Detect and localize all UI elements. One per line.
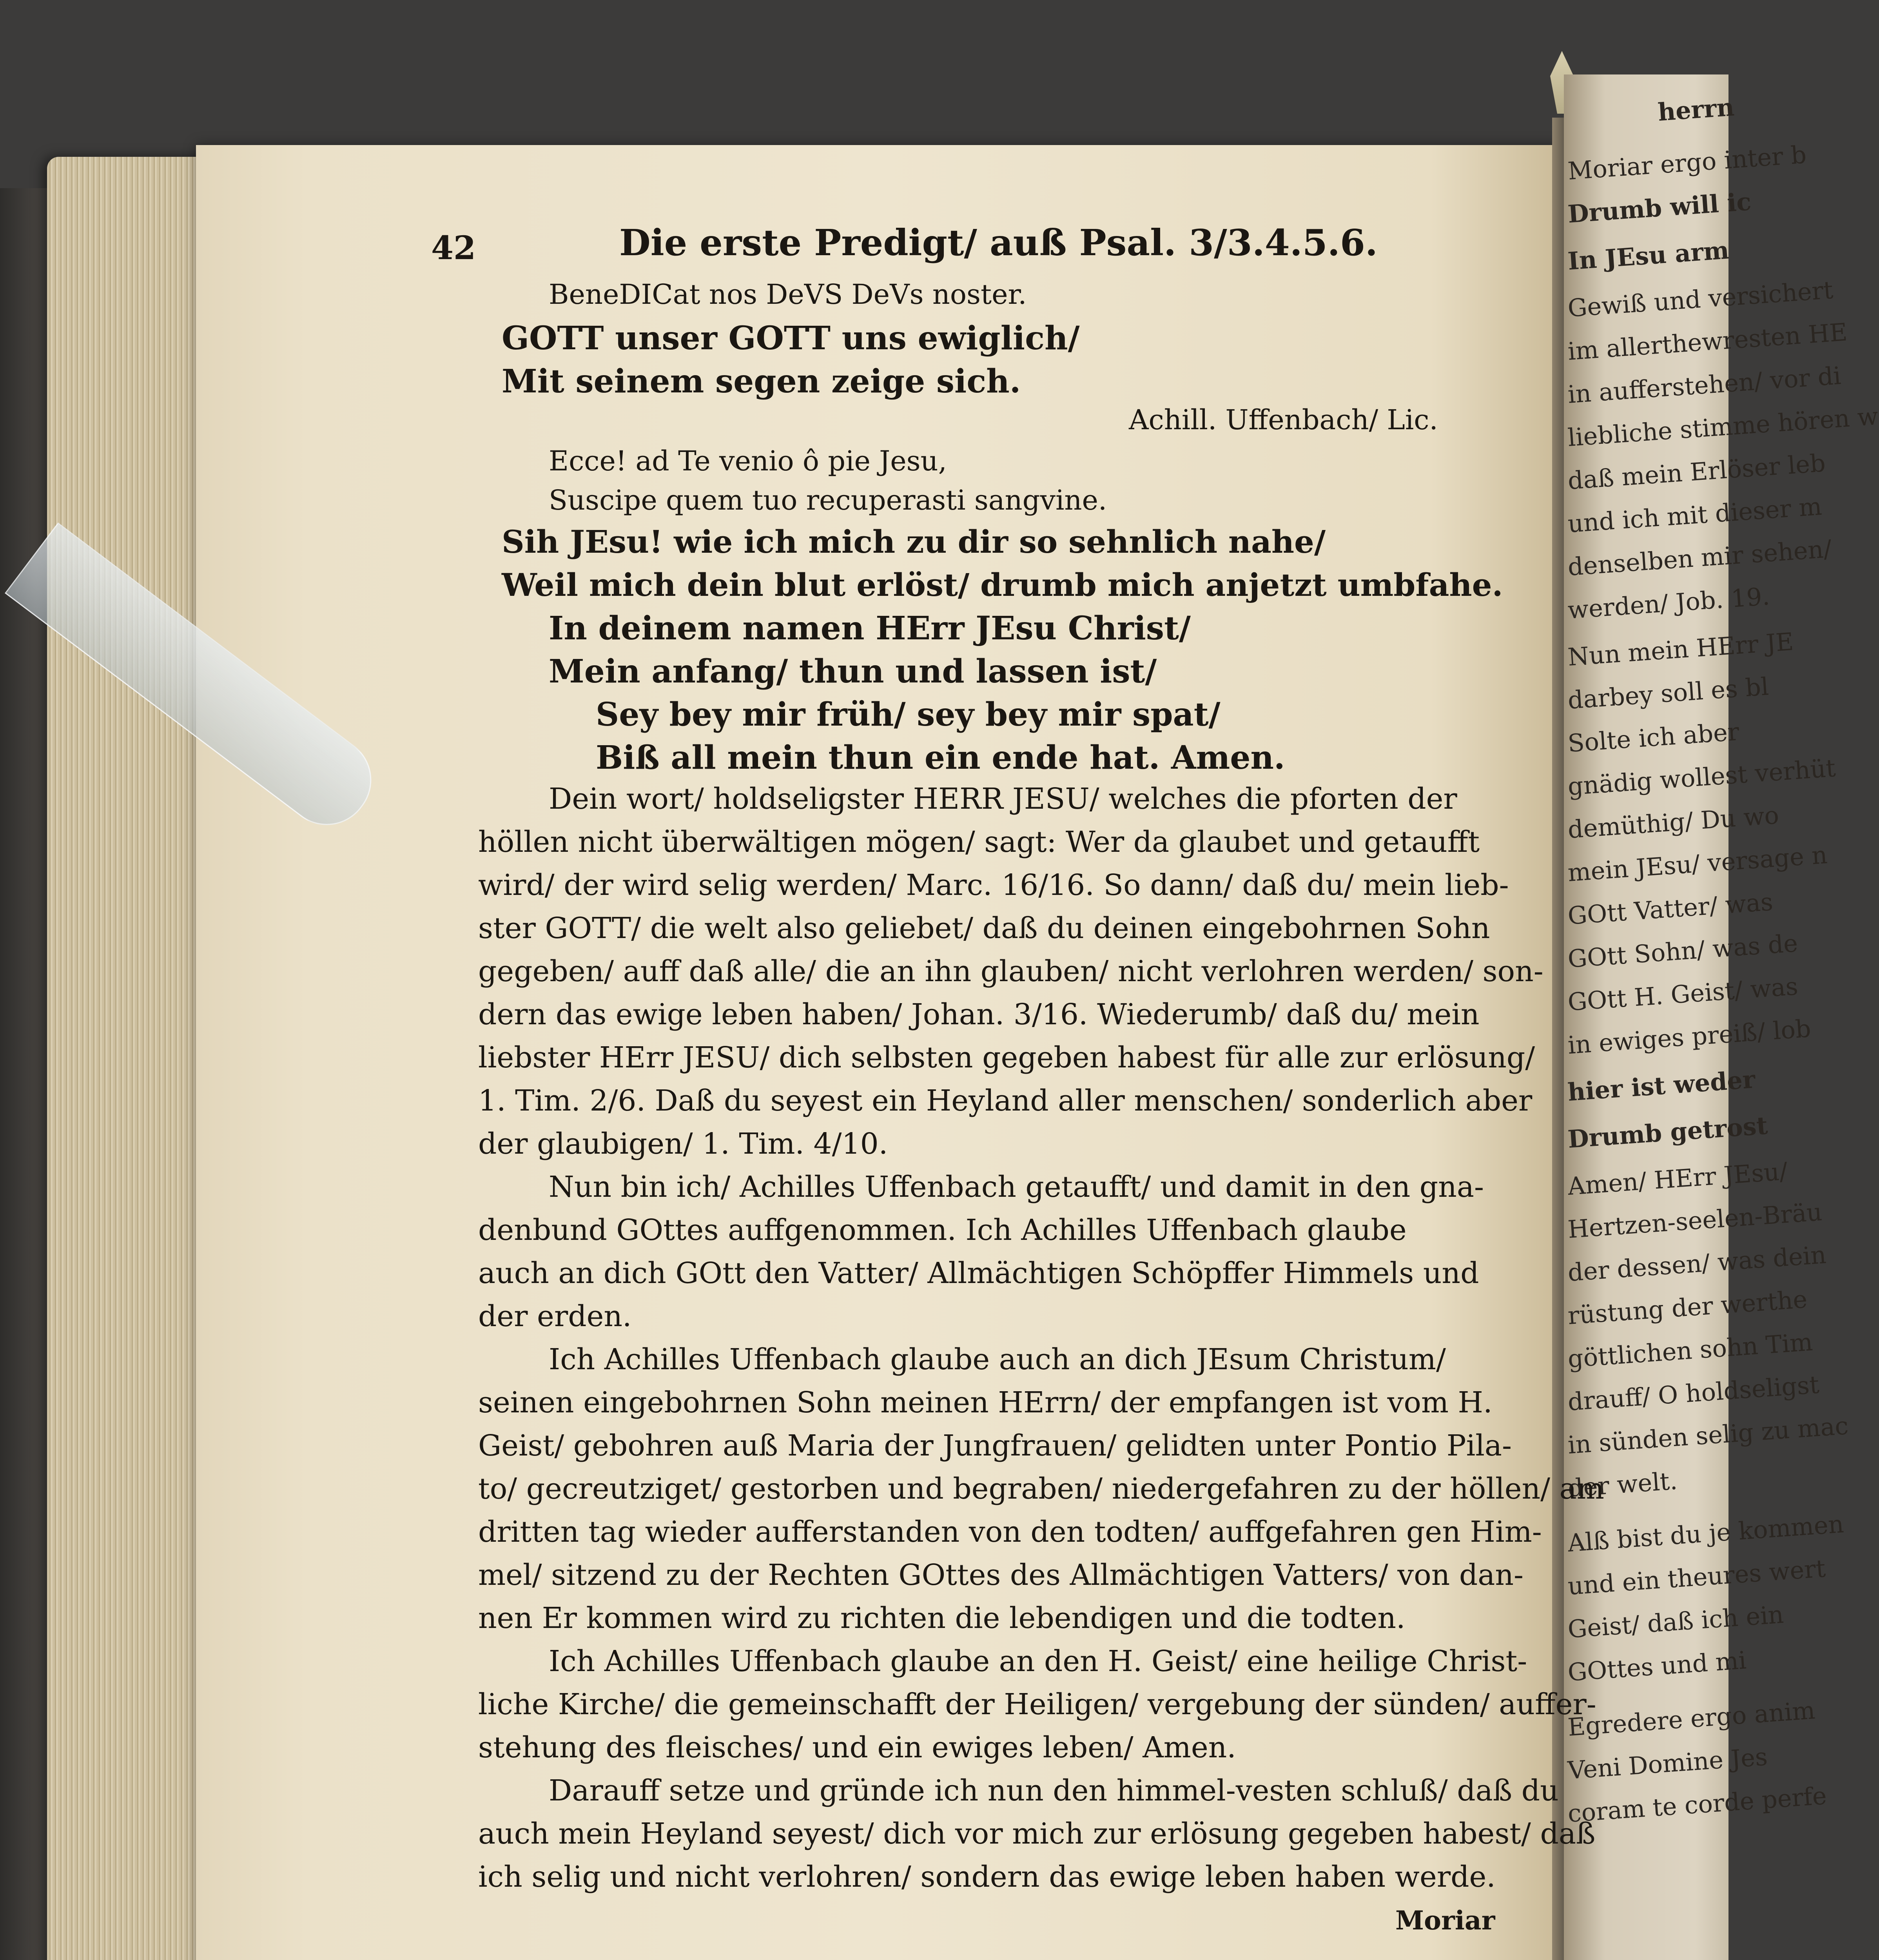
facing-line: in sünden selig zu mac [1567, 1411, 1850, 1459]
facing-line: GOtt Sohn/ was de [1567, 929, 1799, 973]
text-line: GOTT unser GOTT uns ewiglich/ [502, 319, 1080, 357]
text-line: ster GOTT/ die welt also geliebet/ daß du deinen eingebohrnen Sohn [478, 911, 1490, 945]
facing-page [1564, 74, 1879, 1960]
facing-line: in ewiges preiß/ lob [1567, 1014, 1812, 1060]
facing-line: Nun mein HErr JE [1567, 627, 1795, 671]
facing-line: Hertzen-seelen-Bräu [1567, 1197, 1823, 1244]
facing-line: hier ist weder [1567, 1065, 1756, 1107]
facing-line: drauff/ O holdseligst [1567, 1370, 1820, 1416]
text-line: der erden. [478, 1299, 632, 1333]
facing-line: herrn [1657, 93, 1736, 127]
facing-line: Amen/ HErr JEsu/ [1567, 1156, 1789, 1201]
facing-line: demüthig/ Du wo [1567, 800, 1780, 844]
text-line: höllen nicht überwältigen mögen/ sagt: Wer da glaubet und getaufft [478, 825, 1480, 859]
facing-line: Alß bist du je kommen [1567, 1509, 1845, 1557]
text-line: liche Kirche/ die gemeinschafft der Heiligen/ vergebung der sünden/ auffer- [478, 1688, 1596, 1721]
text-line: Mein anfang/ thun und lassen ist/ [549, 653, 1157, 690]
text-line: to/ gecreutziget/ gestorben und begraben/ niedergefahren zu der höllen/ am [478, 1472, 1604, 1506]
text-line: Nun bin ich/ Achilles Uffenbach getaufft/ und damit in den gna- [549, 1170, 1484, 1204]
text-line: dern das ewige leben haben/ Johan. 3/16. Wiederumb/ daß du/ mein [478, 998, 1480, 1031]
text-line: auch mein Heyland seyest/ dich vor mich zur erlösung gegeben habest/ daß [478, 1817, 1596, 1851]
facing-line: der welt. [1567, 1466, 1678, 1503]
facing-line: GOttes und mi [1567, 1646, 1747, 1687]
facing-line: denselben mir sehen/ [1567, 534, 1833, 581]
text-line: Biß all mein thun ein ende hat. Amen. [596, 739, 1285, 777]
facing-line: Drumb getrost [1567, 1111, 1769, 1154]
facing-line: Veni Domine Jes [1567, 1742, 1768, 1785]
facing-line: coram te corde perfe [1567, 1781, 1828, 1828]
text-line: ich selig und nicht verlohren/ sondern das ewige leben haben werde. [478, 1860, 1496, 1894]
text-line: auch an dich GOtt den Vatter/ Allmächtigen Schöpffer Himmels und [478, 1256, 1479, 1290]
facing-line: Geist/ daß ich ein [1567, 1600, 1785, 1644]
text-line: der glaubigen/ 1. Tim. 4/10. [478, 1127, 888, 1161]
signature-line: Achill. Uffenbach/ Lic. [1129, 404, 1438, 436]
text-line: In deinem namen HErr JEsu Christ/ [549, 610, 1191, 647]
facing-line: daß mein Erlöser leb [1567, 448, 1826, 495]
facing-line: In JEsu arm [1567, 236, 1730, 276]
facing-line: darbey soll es bl [1567, 672, 1770, 715]
facing-line: im allerthewresten HE [1567, 318, 1848, 366]
text-line: BeneDICat nos DeVS DeVs noster. [549, 278, 1027, 310]
facing-line: GOtt H. Geist/ was [1567, 972, 1799, 1016]
facing-line: werden/ Job. 19. [1567, 582, 1771, 624]
running-head: Die erste Predigt/ auß Psal. 3/3.4.5.6. [619, 221, 1378, 264]
text-line: Suscipe quem tuo recuperasti sangvine. [549, 484, 1107, 516]
text-line: dritten tag wieder aufferstanden von den todten/ auffgefahren gen Him- [478, 1515, 1542, 1549]
facing-line: liebliche stimme hören w [1567, 401, 1879, 452]
facing-line: und ich mit dieser m [1567, 492, 1823, 538]
page-number: 42 [431, 229, 476, 267]
text-line: mel/ sitzend zu der Rechten GOttes des Allmächtigen Vatters/ von dan- [478, 1558, 1524, 1592]
text-line: Darauff setze und gründe ich nun den himmel-vesten schluß/ daß du [549, 1774, 1559, 1808]
text-line: denbund GOttes auffgenommen. Ich Achilles Uffenbach glaube [478, 1213, 1407, 1247]
facing-line: gnädig wollest verhüt [1567, 753, 1837, 801]
facing-line: Solte ich aber [1567, 717, 1740, 758]
facing-line: der dessen/ was dein [1567, 1240, 1827, 1287]
text-line: wird/ der wird selig werden/ Marc. 16/16. So dann/ daß du/ mein lieb- [478, 868, 1509, 902]
catchword: Moriar [1395, 1905, 1495, 1936]
facing-line: in aufferstehen/ vor di [1567, 361, 1842, 409]
facing-line: Moriar ergo inter b [1567, 140, 1808, 185]
text-line: nen Er kommen wird zu richten die lebendigen und die todten. [478, 1601, 1406, 1635]
facing-line: und ein theures wert [1567, 1554, 1827, 1601]
facing-line: göttlichen sohn Tim [1567, 1327, 1814, 1373]
text-line: Sey bey mir früh/ sey bey mir spat/ [596, 696, 1221, 733]
text-line: Ich Achilles Uffenbach glaube an den H. Geist/ eine heilige Christ- [549, 1644, 1527, 1678]
facing-line: mein JEsu/ versage n [1567, 840, 1828, 887]
facing-line: Drumb will ic [1567, 187, 1752, 229]
text-line: Ecce! ad Te venio ô pie Jesu, [549, 445, 947, 477]
text-line: stehung des fleisches/ und ein ewiges leben/ Amen. [478, 1731, 1236, 1764]
facing-line: Gewiß und versichert [1567, 275, 1834, 323]
text-line: Ich Achilles Uffenbach glaube auch an dich JEsum Christum/ [549, 1343, 1446, 1376]
text-line: Geist/ gebohren auß Maria der Jungfrauen/ gelidten unter Pontio Pila- [478, 1429, 1512, 1463]
text-line: Dein wort/ holdseligster HERR JESU/ welches die pforten der [549, 782, 1457, 816]
page-stack [47, 157, 212, 1960]
text-line: seinen eingebohrnen Sohn meinen HErrn/ der empfangen ist vom H. [478, 1386, 1493, 1419]
text-line: Mit seinem segen zeige sich. [502, 363, 1021, 400]
text-line: Weil mich dein blut erlöst/ drumb mich anjetzt umbfahe. [502, 566, 1503, 603]
text-line: 1. Tim. 2/6. Daß du seyest ein Heyland aller menschen/ sonderlich aber [478, 1084, 1533, 1118]
facing-line: Egredere ergo anim [1567, 1695, 1816, 1742]
facing-line: rüstung der werthe [1567, 1285, 1808, 1330]
text-line: Sih JEsu! wie ich mich zu dir so sehnlich nahe/ [502, 523, 1326, 560]
text-line: gegeben/ auff daß alle/ die an ihn glauben/ nicht verlohren werden/ son- [478, 955, 1543, 988]
text-line: liebster HErr JESU/ dich selbsten gegeben habest für alle zur erlösung/ [478, 1041, 1535, 1074]
facing-line: GOtt Vatter/ was [1567, 887, 1774, 930]
